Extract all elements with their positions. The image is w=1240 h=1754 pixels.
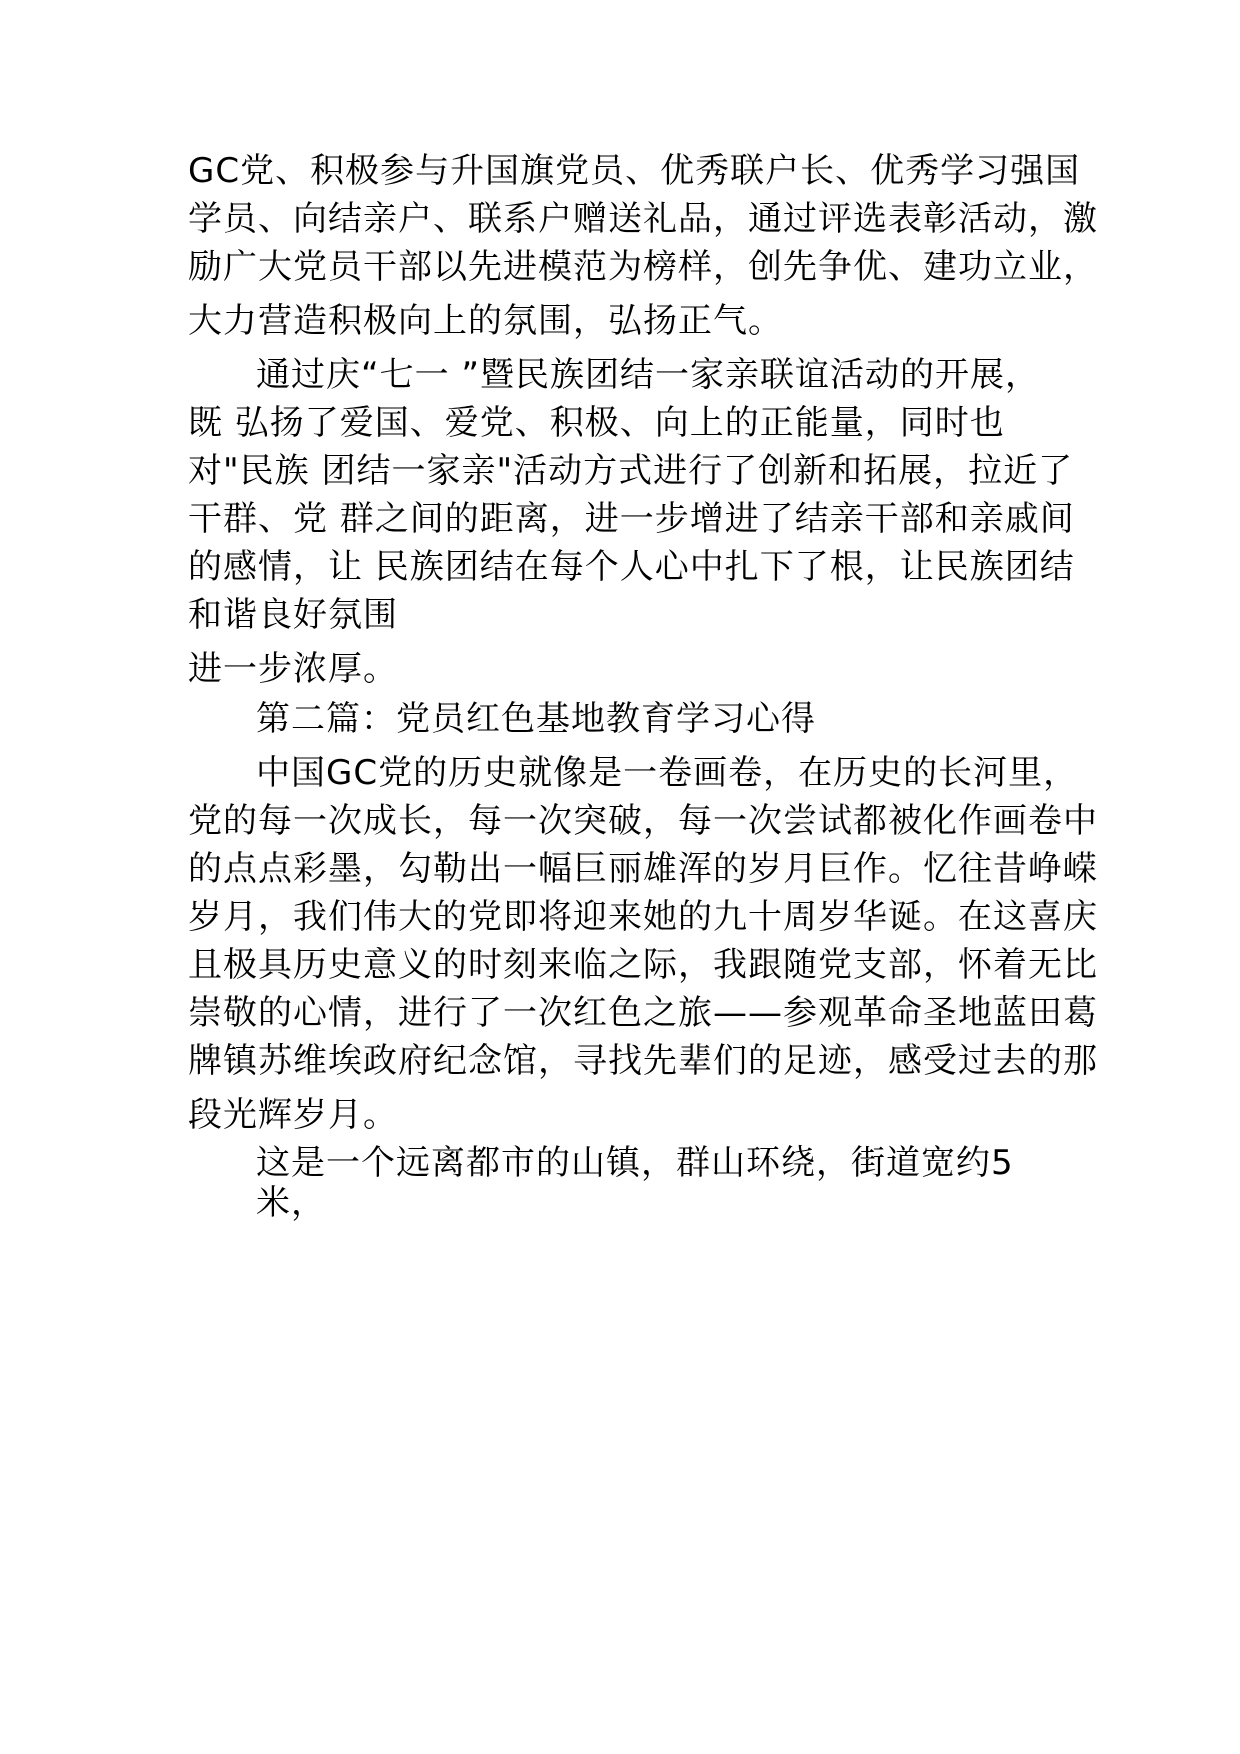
paragraph-3-line-5: 且极具历史意义的时刻来临之际，我跟随党支部，怀着无比 xyxy=(188,945,1098,985)
paragraph-1-line-3: 励广大党员干部以先进模范为榜样，创先争优、建功立业， xyxy=(188,247,1098,287)
paragraph-3-line-7: 牌镇苏维埃政府纪念馆，寻找先辈们的足迹，感受过去的那 xyxy=(188,1041,1098,1081)
paragraph-3-line-8: 段光辉岁月。 xyxy=(188,1095,398,1135)
paragraph-3-line-1: 中国GC党的历史就像是一卷画卷，在历史的长河里， xyxy=(256,753,1079,793)
paragraph-2-line-1: 通过庆“七一 ”暨民族团结一家亲联谊活动的开展， xyxy=(256,355,1041,395)
paragraph-2-line-6: 和谐良好氛围 xyxy=(188,595,398,635)
paragraph-3-line-6: 崇敬的心情，进行了一次红色之旅——参观革命圣地蓝田葛 xyxy=(188,993,1098,1033)
paragraph-2-line-7: 进一步浓厚。 xyxy=(188,649,398,689)
paragraph-2-line-5: 的感情，让 民族团结在每个人心中扎下了根，让民族团结 xyxy=(188,547,1075,587)
paragraph-2-line-3: 对"民族 团结一家亲"活动方式进行了创新和拓展，拉近了 xyxy=(188,451,1074,491)
paragraph-4-line-1: 这是一个远离都市的山镇，群山环绕，街道宽约5 xyxy=(256,1143,1014,1183)
paragraph-4-line-2: 米， xyxy=(256,1183,326,1223)
paragraph-2-line-2: 既 弘扬了爱国、爱党、积极、向上的正能量，同时也 xyxy=(188,403,1005,443)
paragraph-2-line-4: 干群、党 群之间的距离，进一步增进了结亲干部和亲戚间 xyxy=(188,499,1075,539)
paragraph-1-line-4: 大力营造积极向上的氛围，弘扬正气。 xyxy=(188,301,783,341)
paragraph-3-line-4: 岁月，我们伟大的党即将迎来她的九十周岁华诞。在这喜庆 xyxy=(188,897,1098,937)
paragraph-3-line-3: 的点点彩墨，勾勒出一幅巨丽雄浑的岁月巨作。忆往昔峥嵘 xyxy=(188,849,1098,889)
paragraph-1-line-1: GC党、积极参与升国旗党员、优秀联户长、优秀学习强国 xyxy=(188,151,1081,191)
paragraph-1-line-2: 学员、向结亲户、联系户赠送礼品，通过评选表彰活动，激 xyxy=(188,199,1098,239)
section-heading: 第二篇：党员红色基地教育学习心得 xyxy=(256,699,816,739)
paragraph-3-line-2: 党的每一次成长，每一次突破，每一次尝试都被化作画卷中 xyxy=(188,801,1098,841)
